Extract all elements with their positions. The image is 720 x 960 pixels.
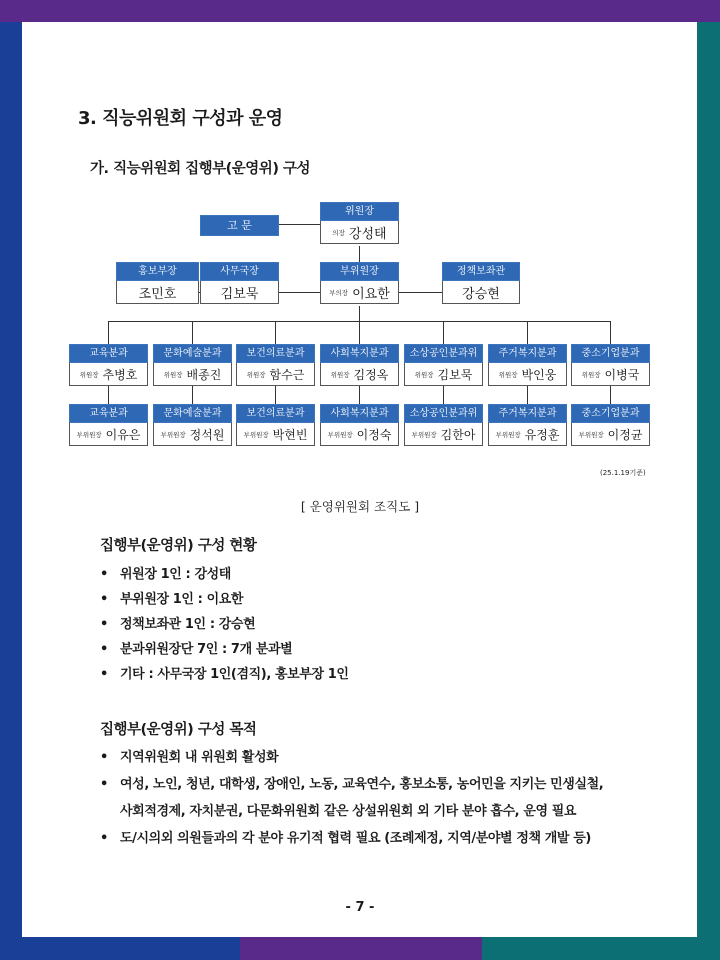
person-name: 김정옥 xyxy=(353,367,389,382)
connector-line xyxy=(527,386,528,404)
list-item xyxy=(100,827,591,846)
list-item-text: 지역위원회 내 위원회 활성화 xyxy=(120,750,279,765)
division-header: 교육분과 xyxy=(69,344,148,363)
org-box-body xyxy=(116,281,199,304)
org-box-body xyxy=(571,423,650,446)
org-box-header: 사무국장 xyxy=(200,262,279,281)
org-box-body xyxy=(320,281,399,304)
list-item xyxy=(100,773,603,792)
person-name: 김보묵 xyxy=(437,367,473,382)
figure-caption: [ 운영위원회 조직도 ] xyxy=(300,499,420,514)
person-name: 정석원 xyxy=(189,427,225,442)
bullet-icon: • xyxy=(100,831,108,846)
org-box-vice-chair xyxy=(320,262,399,304)
division-chief-box xyxy=(236,344,315,386)
person-name: 김보묵 xyxy=(220,286,259,302)
list-item-text: 여성, 노인, 청년, 대학생, 장애인, 노동, 교육연수, 홍보소통, 농어민을 지키는 민생실철, xyxy=(120,777,604,792)
role-label: 위원장 xyxy=(163,370,183,379)
org-box-secretary xyxy=(200,262,279,304)
bullet-icon: • xyxy=(100,777,108,792)
list-item-text: 부위원장 1인 : 이요한 xyxy=(120,592,244,607)
connector-line xyxy=(527,321,528,344)
org-box-body xyxy=(69,423,148,446)
bullet-icon: • xyxy=(100,667,108,682)
frame-bottom-bar-purple xyxy=(240,937,482,960)
division-header: 중소기업분과 xyxy=(571,404,650,423)
org-box-pr xyxy=(116,262,199,304)
frame-bottom-bar-teal xyxy=(482,937,720,960)
connector-line xyxy=(275,386,276,404)
connector-line xyxy=(610,321,611,344)
connector-line xyxy=(359,386,360,404)
org-box-body xyxy=(236,363,315,386)
role-label: 위원장 xyxy=(330,370,350,379)
division-header: 주거복지분과 xyxy=(488,344,567,363)
person-name: 강승현 xyxy=(462,286,500,302)
org-box-header: 부위원장 xyxy=(320,262,399,281)
division-header: 문화예술분과 xyxy=(153,344,232,363)
list-item xyxy=(100,663,349,682)
list-item xyxy=(100,613,255,632)
list-item-text: 위원장 1인 : 강성태 xyxy=(120,567,231,582)
person-name: 김한아 xyxy=(440,427,476,442)
person-name: 박인웅 xyxy=(521,367,557,382)
division-chief-box xyxy=(69,344,148,386)
division-chief-box xyxy=(404,344,483,386)
org-box-body xyxy=(442,281,520,304)
role-label: 의장 xyxy=(332,228,345,237)
org-box-body xyxy=(320,363,399,386)
org-box-advisor: 고 문 xyxy=(200,215,279,236)
division-chief-box xyxy=(488,344,567,386)
as-of-date: (25.1.19기준) xyxy=(600,469,646,477)
division-header: 소상공인분과위 xyxy=(404,344,483,363)
division-header: 주거복지분과 xyxy=(488,404,567,423)
role-label: 부위원장 xyxy=(243,430,269,439)
org-box-body xyxy=(488,423,567,446)
division-header: 교육분과 xyxy=(69,404,148,423)
person-name: 강성태 xyxy=(348,226,387,242)
list-item xyxy=(100,588,243,607)
role-label: 위원장 xyxy=(414,370,434,379)
connector-line xyxy=(275,321,276,344)
list-item-text: 분과위원장단 7인 : 7개 분과별 xyxy=(120,642,293,657)
list-item xyxy=(100,638,292,657)
role-label: 부위원장 xyxy=(327,430,353,439)
division-header: 사회복지분과 xyxy=(320,404,399,423)
bullet-icon: • xyxy=(100,617,108,632)
role-label: 부위원장 xyxy=(76,430,102,439)
division-chief-box xyxy=(571,344,650,386)
connector-line xyxy=(192,386,193,404)
connector-line xyxy=(443,321,444,344)
org-box-body xyxy=(488,363,567,386)
org-box-body xyxy=(404,363,483,386)
list-item-text: 정책보좌관 1인 : 강승현 xyxy=(120,617,256,632)
role-label: 위원장 xyxy=(498,370,518,379)
org-box-header: 위원장 xyxy=(320,202,399,221)
section-title: 3. 직능위원회 구성과 운영 xyxy=(78,108,283,129)
subsection-title: 가. 직능위원회 집행부(운영위) 구성 xyxy=(90,161,311,177)
person-name: 추병호 xyxy=(102,367,138,382)
person-name: 이정숙 xyxy=(356,427,392,442)
org-box-chair xyxy=(320,202,399,244)
list-item xyxy=(100,563,231,582)
connector-line xyxy=(610,386,611,404)
connector-line xyxy=(443,386,444,404)
division-vice-box xyxy=(153,404,232,446)
org-box-body xyxy=(69,363,148,386)
division-chief-box xyxy=(153,344,232,386)
division-vice-box xyxy=(571,404,650,446)
person-name: 조민호 xyxy=(138,286,177,302)
connector-line xyxy=(192,321,193,344)
org-box-body xyxy=(320,423,399,446)
bullet-icon: • xyxy=(100,642,108,657)
connector-line xyxy=(359,321,360,344)
org-box-header: 홍보부장 xyxy=(116,262,199,281)
division-vice-box xyxy=(69,404,148,446)
role-label: 위원장 xyxy=(79,370,99,379)
connector-line xyxy=(108,386,109,404)
person-name: 이정균 xyxy=(607,427,643,442)
org-box-header: 정책보좌관 xyxy=(442,262,520,281)
person-name: 이유은 xyxy=(105,427,141,442)
org-box-body xyxy=(571,363,650,386)
role-label: 부위원장 xyxy=(495,430,521,439)
division-header: 보건의료분과 xyxy=(236,404,315,423)
division-header: 보건의료분과 xyxy=(236,344,315,363)
connector-line xyxy=(108,321,109,344)
division-header: 중소기업분과 xyxy=(571,344,650,363)
role-label: 부위원장 xyxy=(160,430,186,439)
role-label: 위원장 xyxy=(246,370,266,379)
division-vice-box xyxy=(404,404,483,446)
role-label: 위원장 xyxy=(581,370,601,379)
connector-line xyxy=(279,224,320,225)
bullet-icon: • xyxy=(100,567,108,582)
org-box-body xyxy=(404,423,483,446)
connector-line xyxy=(399,292,442,293)
list-item xyxy=(100,746,278,765)
page-number: - 7 - xyxy=(345,900,375,915)
division-vice-box xyxy=(320,404,399,446)
bullet-icon: • xyxy=(100,750,108,765)
connector-line xyxy=(359,306,360,321)
role-label: 부의장 xyxy=(329,288,349,297)
frame-bottom-bar-blue xyxy=(0,937,240,960)
division-vice-box xyxy=(488,404,567,446)
division-header: 사회복지분과 xyxy=(320,344,399,363)
status-title: 집행부(운영위) 구성 현황 xyxy=(100,538,257,554)
person-name: 함수근 xyxy=(269,367,305,382)
frame-left-bar xyxy=(0,22,22,937)
division-vice-box xyxy=(236,404,315,446)
list-item-text: 도/시의외 의원들과의 각 분야 유기적 협력 필요 (조례제정, 지역/분야별 정책 개발 등) xyxy=(120,831,591,846)
role-label: 부위원장 xyxy=(411,430,437,439)
org-box-body xyxy=(153,363,232,386)
frame-top-bar xyxy=(0,0,720,22)
role-label: 부위원장 xyxy=(578,430,604,439)
purpose-title: 집행부(운영위) 구성 목적 xyxy=(100,722,257,738)
bullet-icon: • xyxy=(100,592,108,607)
person-name: 이병국 xyxy=(604,367,640,382)
list-item-continuation: 사회적경제, 자치분권, 다문화위원회 같은 상설위원회 외 기타 분야 흡수, 운영 필요 xyxy=(120,804,577,819)
org-box-body xyxy=(236,423,315,446)
org-box-body xyxy=(153,423,232,446)
org-box-body xyxy=(200,281,279,304)
division-chief-box xyxy=(320,344,399,386)
person-name: 배종진 xyxy=(186,367,222,382)
org-box-body xyxy=(320,221,399,244)
person-name: 박현빈 xyxy=(272,427,308,442)
person-name: 유정훈 xyxy=(524,427,560,442)
division-header: 문화예술분과 xyxy=(153,404,232,423)
list-item-text: 기타 : 사무국장 1인(겸직), 홍보부장 1인 xyxy=(120,667,349,682)
frame-right-bar xyxy=(697,22,720,937)
person-name: 이요한 xyxy=(352,286,390,302)
division-header: 소상공인분과위 xyxy=(404,404,483,423)
org-box-policy xyxy=(442,262,520,304)
